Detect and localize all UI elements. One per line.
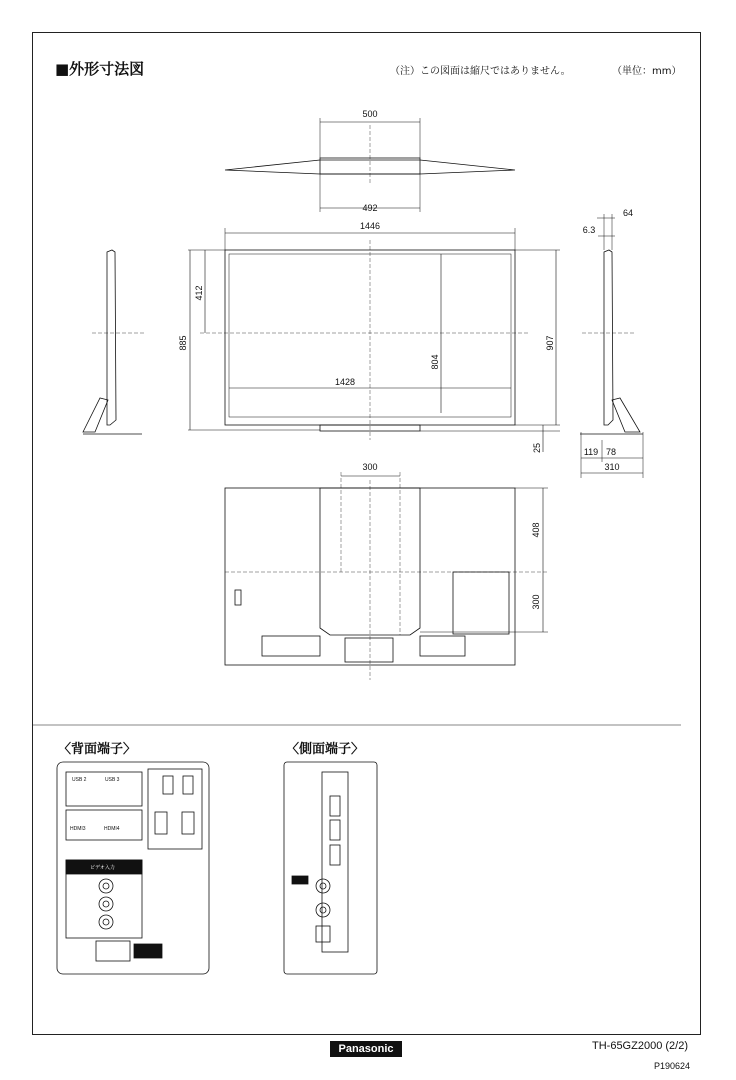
hdmi4-label: HDMI4 <box>104 826 120 832</box>
dim-500: 500 <box>362 109 378 119</box>
video-input-label: ビデオ入力 <box>90 865 115 871</box>
hdmi3-label: HDMI3 <box>70 826 86 832</box>
dim-119: 119 <box>583 447 599 457</box>
dim-6-3: 6.3 <box>582 225 596 235</box>
panasonic-logo: Panasonic <box>330 1041 402 1057</box>
dim-25: 25 <box>532 442 542 454</box>
side-terminals-heading: 〈側面端子〉 <box>286 742 365 757</box>
dim-1428: 1428 <box>334 377 356 387</box>
dim-310: 310 <box>604 462 620 472</box>
dim-408: 408 <box>531 522 541 538</box>
unit-label: （単位：mm） <box>612 66 682 77</box>
page-title: ■外形寸法図 <box>55 60 145 78</box>
rear-terminals-heading: 〈背面端子〉 <box>58 742 137 757</box>
side-terminal-panel <box>284 762 377 974</box>
scale-note: （注）この図面は縮尺ではありません。 <box>390 66 571 77</box>
usb3-label: USB 3 <box>105 777 120 783</box>
dim-78: 78 <box>605 447 617 457</box>
dim-492: 492 <box>362 203 378 213</box>
dim-885: 885 <box>178 335 188 351</box>
left-side-view <box>107 250 116 425</box>
dim-804: 804 <box>430 354 440 370</box>
dim-1446: 1446 <box>359 221 381 231</box>
dim-907: 907 <box>545 335 555 351</box>
dim-rear-300-width: 300 <box>362 462 378 472</box>
right-side-view <box>604 250 613 425</box>
usb2-label: USB 2 <box>72 777 87 783</box>
dim-64: 64 <box>622 208 634 218</box>
dim-rear-300-height: 300 <box>531 594 541 610</box>
dim-412: 412 <box>194 285 204 301</box>
document-code: P190624 <box>654 1061 691 1071</box>
model-number: TH-65GZ2000 (2/2) <box>592 1040 688 1052</box>
